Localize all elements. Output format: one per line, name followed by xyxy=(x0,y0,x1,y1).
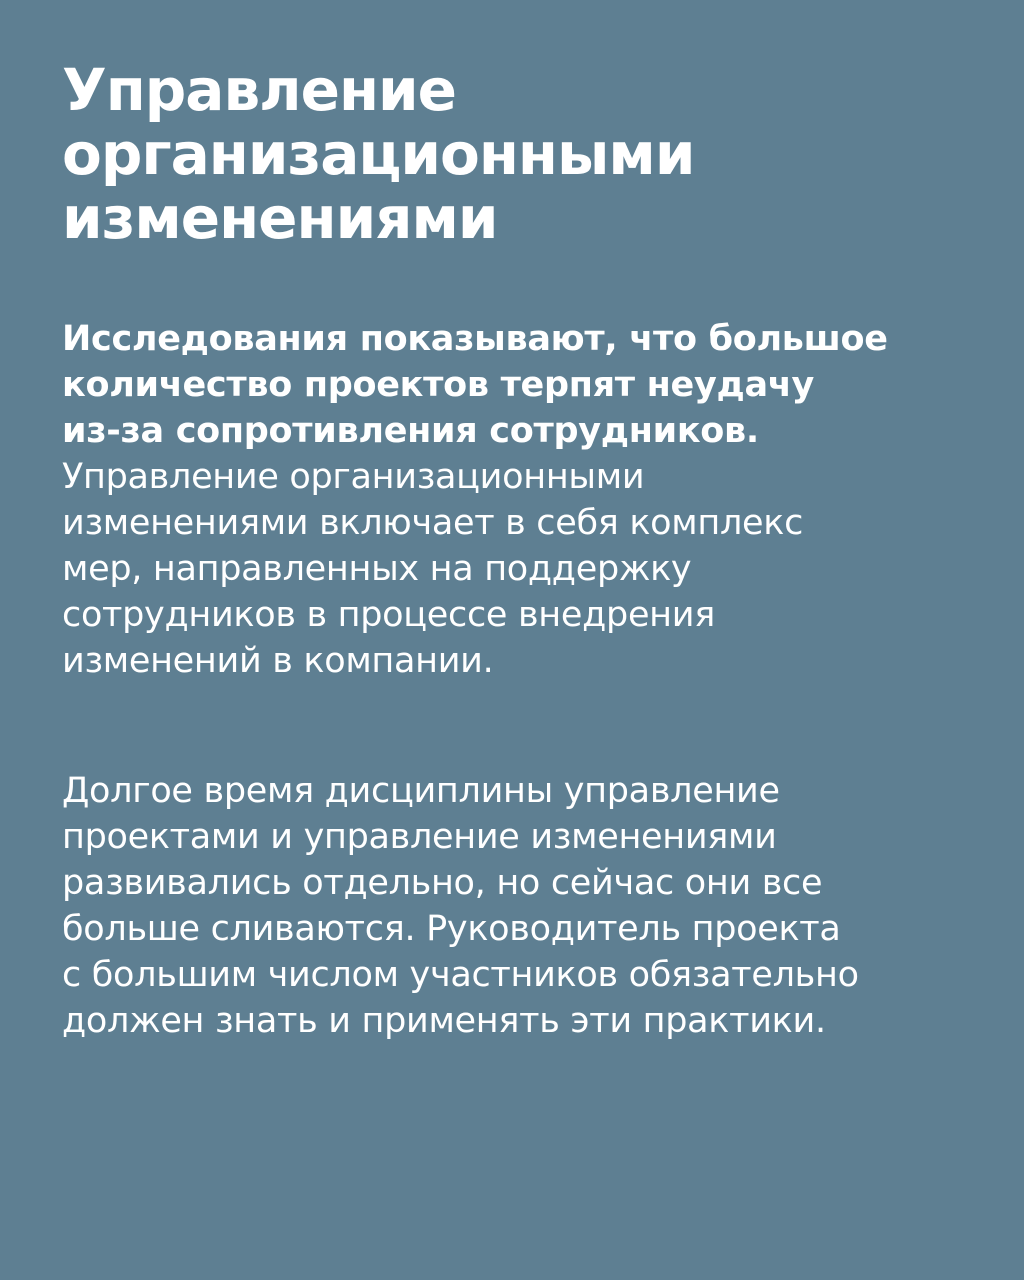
intro-bold-line: из-за сопротивления сотрудников. xyxy=(62,411,759,451)
intro-bold-line: Исследования показывают, что большое xyxy=(62,319,888,359)
body-line: Долгое время дисциплины управление xyxy=(62,771,780,811)
intro-line: сотрудников в процессе внедрения xyxy=(62,595,715,635)
intro-line: мер, направленных на поддержку xyxy=(62,549,692,589)
body-line: с большим числом участников обязательно xyxy=(62,955,859,995)
intro-line: изменениями включает в себя комплекс xyxy=(62,503,804,543)
body-line: должен знать и применять эти практики. xyxy=(62,1001,826,1041)
intro-line: изменений в компании. xyxy=(62,641,494,681)
body-line: проектами и управление изменениями xyxy=(62,817,777,857)
page-title xyxy=(62,58,962,250)
body-paragraph xyxy=(62,768,962,1044)
body-line: развивались отдельно, но сейчас они все xyxy=(62,863,823,903)
title-line: организационными xyxy=(62,120,695,188)
intro-paragraph xyxy=(62,316,962,684)
title-line: Управление xyxy=(62,56,457,124)
intro-bold-line: количество проектов терпят неудачу xyxy=(62,365,815,405)
intro-line: Управление организационными xyxy=(62,457,645,497)
body-line: больше сливаются. Руководитель проекта xyxy=(62,909,841,949)
title-line: изменениями xyxy=(62,184,498,252)
slide-content xyxy=(62,58,962,1044)
